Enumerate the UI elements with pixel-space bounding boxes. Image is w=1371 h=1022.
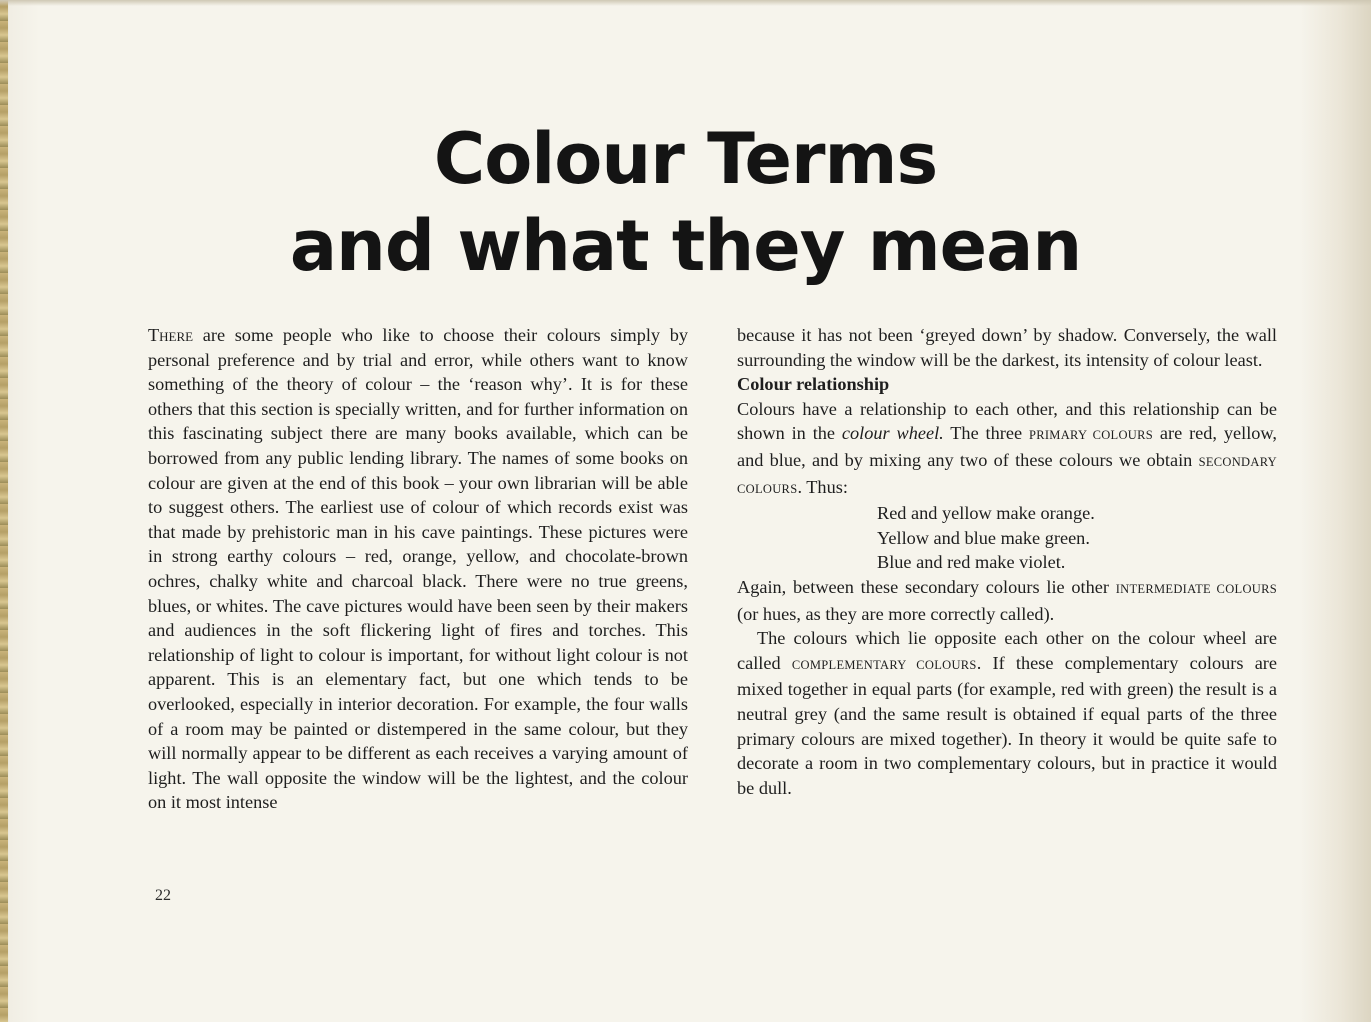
complementary-paragraph: The colours which lie opposite each other on the colour wheel are called COMPLEMENTARY COLOURS. If these complementary colours are mixed together in equal parts (for example, red with green) the result is a neutral grey (and the same result is obtained if equal parts of the three primary colours are mixed together). In theory it would be quite safe to decorate a room in two complementary colours, but in practice it would be dull. bbox=[737, 628, 1278, 798]
mix-line: Blue and red make violet. bbox=[877, 552, 1066, 573]
intermediate-paragraph: Again, between these secondary colours lie other INTERMEDIATE COLOURS (or hues, as they are more correctly called). bbox=[737, 576, 1277, 624]
page-title-line-2: and what they mean bbox=[289, 205, 1082, 287]
mix-line: Red and yellow make orange. bbox=[877, 503, 1095, 524]
intro-paragraph bbox=[148, 323, 688, 815]
mix-line: Yellow and blue make green. bbox=[877, 527, 1090, 548]
page-title-line-1: Colour Terms bbox=[433, 118, 938, 200]
intro-text: are some people who like to choose their colours simply by personal preference and by trial and error, while others want to know something of the theory of colour – the ‘reason why’. It is for these others that this section is specially written, and for further information on this fascinating subject there are many books available, which can be borrowed from any public lending library. The names of some books on colour are given at the end of this book – your own librarian will be able to suggest others. The earliest use of colour of which records exist was that made by prehistoric man in his cave paintings. These pictures were in strong earthy colours – red, orange, yellow, and chocolate-brown ochres, chalky white and charcoal black. There were no true greens, blues, or whites. The cave pictures would have been seen by their makers and audiences in the soft flickering light of fires and torches. This relationship of light to colour is important, for without light colour is not apparent. This is an elementary fact, but one which tends to be overlooked, especially in interior decoration. For example, the four walls of a room may be painted or distempered in the same colour, but they will normally appear to be different as each receives a varying amount of light. The wall opposite the window will be the lightest, and the colour on it most intense bbox=[148, 325, 688, 813]
secondary-colours-term: SECONDARY COLOURS bbox=[737, 454, 1277, 496]
left-text-column bbox=[148, 323, 688, 815]
primary-colours-term: PRIMARY COLOURS bbox=[1028, 428, 1154, 443]
colour-wheel-term: colour wheel. bbox=[841, 423, 944, 444]
continuation-paragraph: because it has not been ‘greyed down’ by shadow. Conversely, the wall surrounding the window will be the darkest, its intensity of colour least. bbox=[737, 325, 1277, 370]
page-number: 22 bbox=[155, 887, 171, 904]
lead-word: There bbox=[148, 325, 194, 345]
right-text-column bbox=[737, 323, 1277, 800]
intermediate-colours-term: INTERMEDIATE COLOURS bbox=[1115, 581, 1277, 596]
section-heading: Colour relationship bbox=[737, 374, 890, 395]
complementary-colours-term: COMPLEMENTARY COLOURS bbox=[791, 657, 977, 672]
relationship-paragraph: Colours have a relationship to each other, and this relationship can be shown in the colour wheel. The three PRIMARY COLOURS are red, yellow, and blue, and by mixing any two of these colours we obtain SECONDARY COLOURS. Thus: bbox=[737, 398, 1277, 497]
page-top-shadow bbox=[0, 0, 1371, 6]
